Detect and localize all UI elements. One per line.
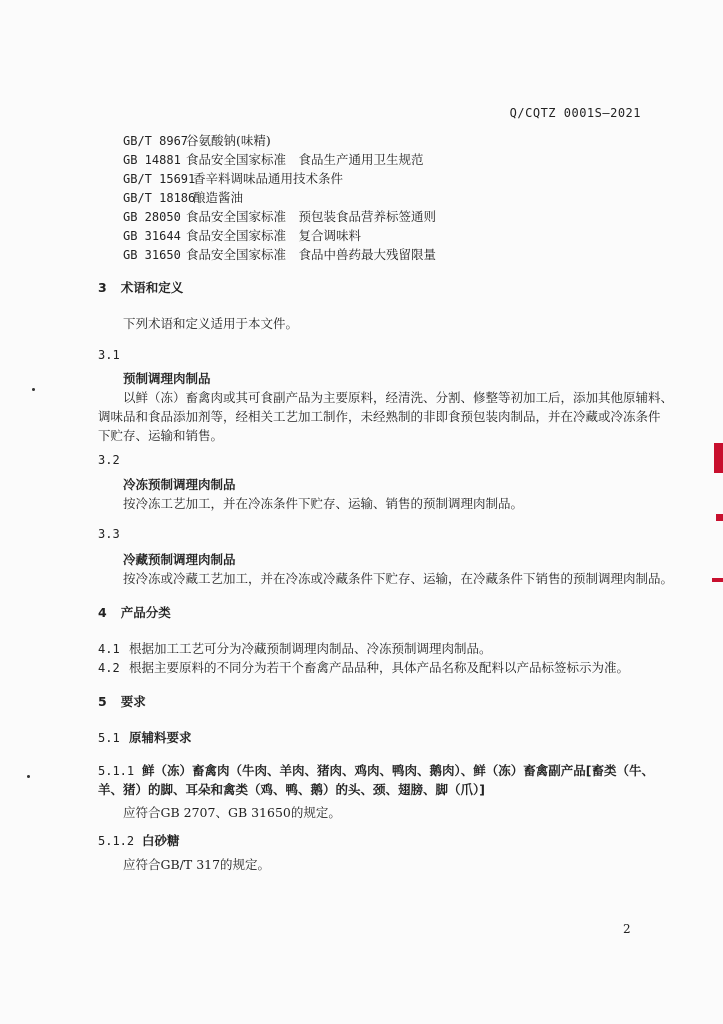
- reference-item: GB/T 8967谷氨酸钠(味精): [123, 133, 271, 148]
- requirement-text: 应符合GB/T 317的规定。: [123, 857, 271, 872]
- scan-dot: [27, 775, 30, 778]
- reference-item: GB/T 15691香辛料调味品通用技术条件: [123, 171, 344, 186]
- definition-line: 按冷冻或冷藏工艺加工，并在冷冻或冷藏条件下贮存、运输，在冷藏条件下销售的预制调理肉制品。: [123, 571, 674, 586]
- section-heading-4: 4 产品分类: [98, 605, 171, 620]
- classification-item: 4.2 根据主要原料的不同分为若干个畜禽产品品种，具体产品名称及配料以产品标签标示为准。: [98, 660, 630, 675]
- clause-heading: 5.1.2 白砂糖: [98, 833, 180, 848]
- reference-item: GB 14881 食品安全国家标准 食品生产通用卫生规范: [123, 152, 424, 167]
- clause-heading: 5.1.1 鲜（冻）畜禽肉（牛肉、羊肉、猪肉、鸡肉、鸭肉、鹅肉）、鲜（冻）畜禽副产品[畜类（牛、: [98, 763, 654, 778]
- term-heading: 冷冻预制调理肉制品: [123, 477, 236, 492]
- scan-dot: [32, 388, 35, 391]
- stamp-edge-mark: [716, 514, 723, 521]
- definition-line: 以鲜（冻）畜禽肉或其可食副产品为主要原料，经清洗、分割、修整等初加工后，添加其他原辅料、: [123, 390, 674, 405]
- definition-line: 按冷冻工艺加工，并在冷冻条件下贮存、运输、销售的预制调理肉制品。: [123, 496, 524, 511]
- reference-item: GB 31644 食品安全国家标准 复合调味料: [123, 228, 362, 243]
- term-heading: 预制调理肉制品: [123, 371, 211, 386]
- term-heading: 冷藏预制调理肉制品: [123, 552, 236, 567]
- section-heading-3: 3 术语和定义: [98, 280, 184, 295]
- section-heading-5: 5 要求: [98, 694, 146, 709]
- subsection-heading: 5.1 原辅料要求: [98, 730, 192, 745]
- reference-item: GB 28050 食品安全国家标准 预包装食品营养标签通则: [123, 209, 437, 224]
- document-code: Q/CQTZ 0001S—2021: [509, 106, 641, 120]
- page-number: 2: [623, 922, 631, 936]
- classification-item: 4.1 根据加工工艺可分为冷藏预制调理肉制品、冷冻预制调理肉制品。: [98, 641, 492, 656]
- clause-number: 3.2: [98, 453, 120, 467]
- clause-number: 3.3: [98, 527, 120, 541]
- stamp-edge-mark: [712, 578, 723, 582]
- reference-item: GB/T 18186酿造酱油: [123, 190, 244, 205]
- clause-number: 3.1: [98, 348, 120, 362]
- definition-line: 调味品和食品添加剂等，经相关工艺加工制作，未经熟制的非即食预包装肉制品，并在冷藏或冷冻条件: [98, 409, 661, 424]
- section-intro: 下列术语和定义适用于本文件。: [123, 316, 299, 331]
- clause-heading-continued: 羊、猪）的脚、耳朵和禽类（鸡、鸭、鹅）的头、颈、翅膀、脚（爪）]: [98, 782, 485, 797]
- requirement-text: 应符合GB 2707、GB 31650的规定。: [123, 805, 341, 820]
- reference-item: GB 31650 食品安全国家标准 食品中兽药最大残留限量: [123, 247, 437, 262]
- stamp-edge-mark: [714, 443, 723, 473]
- definition-line: 下贮存、运输和销售。: [98, 428, 224, 443]
